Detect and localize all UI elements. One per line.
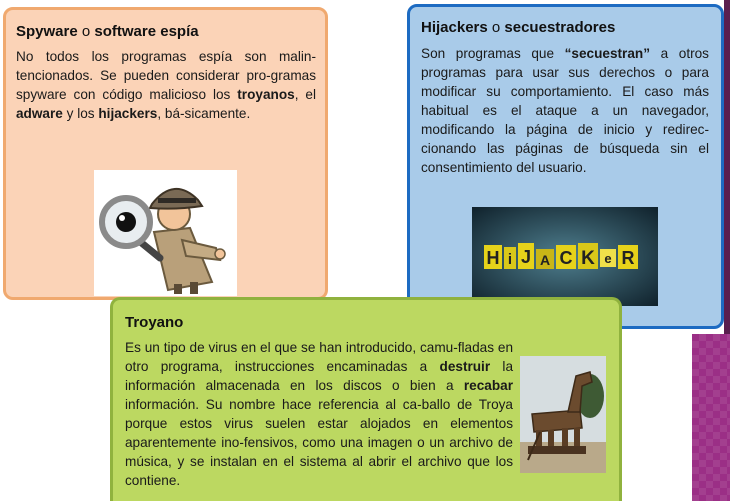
hijackers-description: Son programas que “secuestran” a otros programas para usar sus derechos o para modificar su comportamiento. El caso más habitual es el ataque a un navegador, modificando la página de inicio y redirec-cionando las páginas de búsqueda sin el consentimiento del usuario. (421, 46, 709, 175)
hijackers-title: Hijackers o secuestradores (421, 19, 616, 36)
svg-text:R: R (621, 248, 635, 268)
spy-magnifier-image (94, 170, 237, 296)
svg-text:J: J (520, 247, 532, 267)
hijacker-ransom-letters-image (472, 207, 658, 306)
decorative-side-bar (724, 0, 730, 334)
spyware-description: No todos los programas espía son malin-tencionados. Se pueden considerar pro-gramas spyware con código malicioso los troyanos, el adware y los hijackers, bá-sicamente. (16, 49, 316, 121)
troyano-card (110, 297, 622, 501)
svg-text:i: i (507, 251, 513, 268)
svg-text:K: K (581, 248, 595, 269)
svg-text:A: A (539, 252, 551, 268)
troyano-description: Es un tipo de virus en el que se han introducido, camu-fladas en otro programa, instrucciones encaminadas a destruir la información almacenada en los discos o bien a recabar información. Su nombre hace referencia al ca-ballo de Troya porque estos virus suelen estar alojados en elementos aparentemente ino-fensivos, como una imagen o un archivo de música, y se instalan en el sistema al abrir el archivo que los contiene. (125, 340, 513, 488)
decorative-pattern-strip (692, 334, 730, 501)
troyano-title: Troyano (125, 314, 184, 331)
spyware-card (3, 7, 328, 300)
trojan-horse-image (520, 356, 606, 473)
svg-text:e: e (604, 251, 612, 266)
hijackers-card (407, 4, 724, 329)
spyware-title: Spyware o software espía (16, 23, 199, 40)
svg-text:H: H (486, 248, 500, 268)
svg-text:C: C (559, 248, 573, 268)
